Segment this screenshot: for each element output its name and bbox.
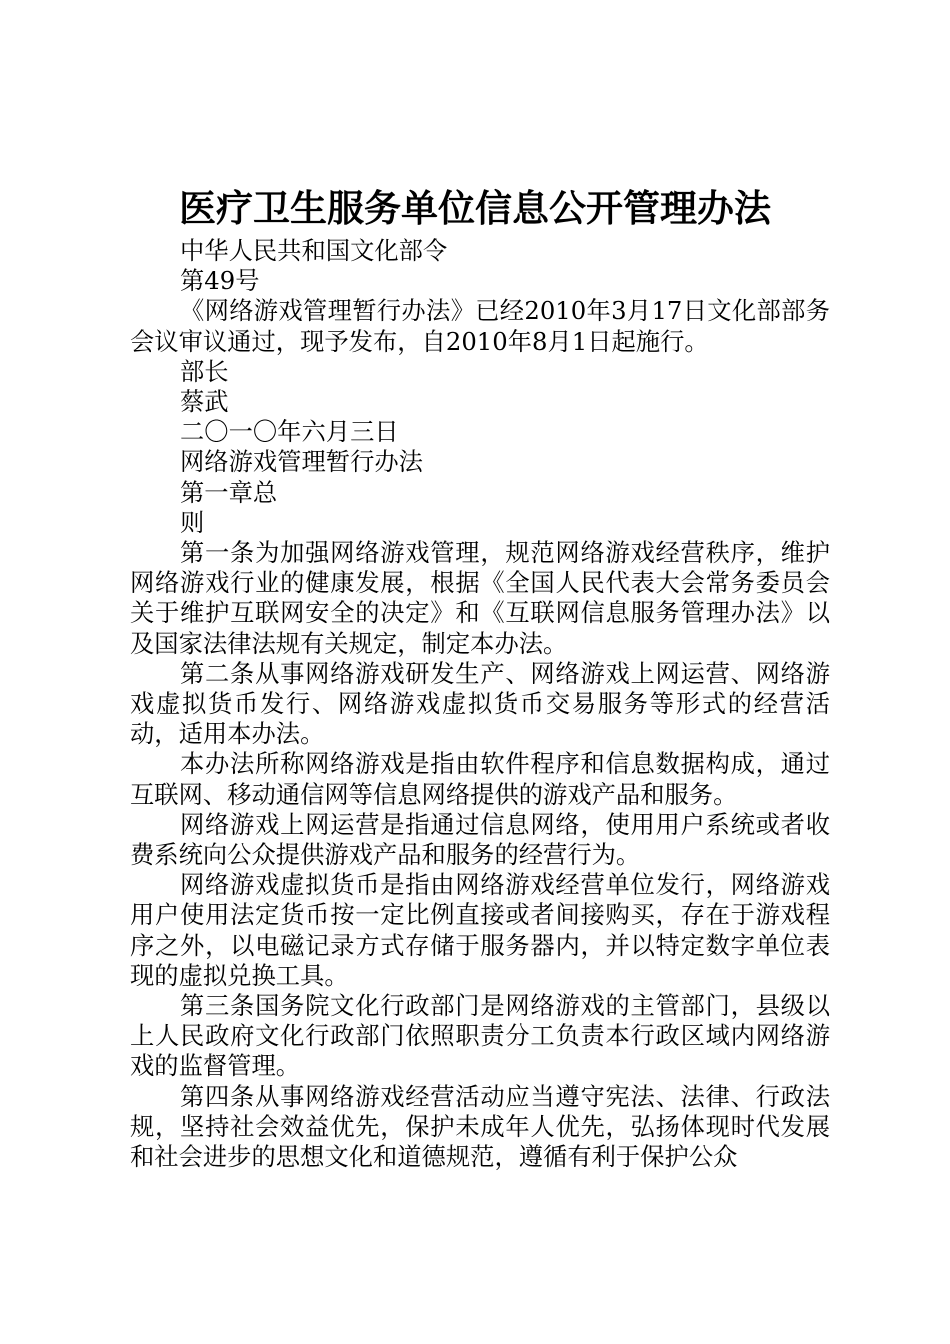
document-title: 医疗卫生服务单位信息公开管理办法 bbox=[179, 186, 771, 230]
paragraph: 第三条国务院文化行政部门是网络游戏的主管部门，县级以上人民政府文化行政部门依照职责分工负责本行政区域内网络游戏的监督管理。 bbox=[130, 991, 830, 1081]
paragraph: 第49号 bbox=[180, 266, 260, 296]
paragraph: 则 bbox=[180, 507, 205, 537]
paragraph: 网络游戏虚拟货币是指由网络游戏经营单位发行，网络游戏用户使用法定货币按一定比例直接或者间接购买，存在于游戏程序之外，以电磁记录方式存储于服务器内，并以特定数字单位表现的虚拟兑换工具。 bbox=[130, 870, 830, 990]
paragraph: 部长 bbox=[180, 356, 229, 386]
paragraph: 第一条为加强网络游戏管理，规范网络游戏经营秩序，维护网络游戏行业的健康发展，根据《全国人民代表大会常务委员会关于维护互联网安全的决定》和《互联网信息服务管理办法》以及国家法律法规有关规定，制定本办法。 bbox=[130, 538, 830, 658]
paragraph: 本办法所称网络游戏是指由软件程序和信息数据构成，通过互联网、移动通信网等信息网络提供的游戏产品和服务。 bbox=[130, 749, 830, 809]
paragraph: 第四条从事网络游戏经营活动应当遵守宪法、法律、行政法规，坚持社会效益优先，保护未成年人优先，弘扬体现时代发展和社会进步的思想文化和道德规范，遵循有利于保护公众 bbox=[130, 1081, 830, 1172]
paragraph: 二〇一〇年六月三日 bbox=[180, 417, 399, 447]
paragraph: 《网络游戏管理暂行办法》已经2010年3月17日文化部部务会议审议通过，现予发布，自2010年8月1日起施行。 bbox=[130, 296, 830, 356]
paragraph: 第二条从事网络游戏研发生产、网络游戏上网运营、网络游戏虚拟货币发行、网络游戏虚拟货币交易服务等形式的经营活动，适用本办法。 bbox=[130, 658, 830, 749]
paragraph: 网络游戏管理暂行办法 bbox=[180, 447, 423, 477]
paragraph: 第一章总 bbox=[180, 477, 278, 507]
document-body bbox=[130, 236, 830, 1172]
paragraph: 中华人民共和国文化部令 bbox=[180, 236, 448, 265]
paragraph: 蔡武 bbox=[180, 387, 229, 417]
paragraph: 网络游戏上网运营是指通过信息网络，使用用户系统或者收费系统向公众提供游戏产品和服务的经营行为。 bbox=[130, 809, 830, 870]
